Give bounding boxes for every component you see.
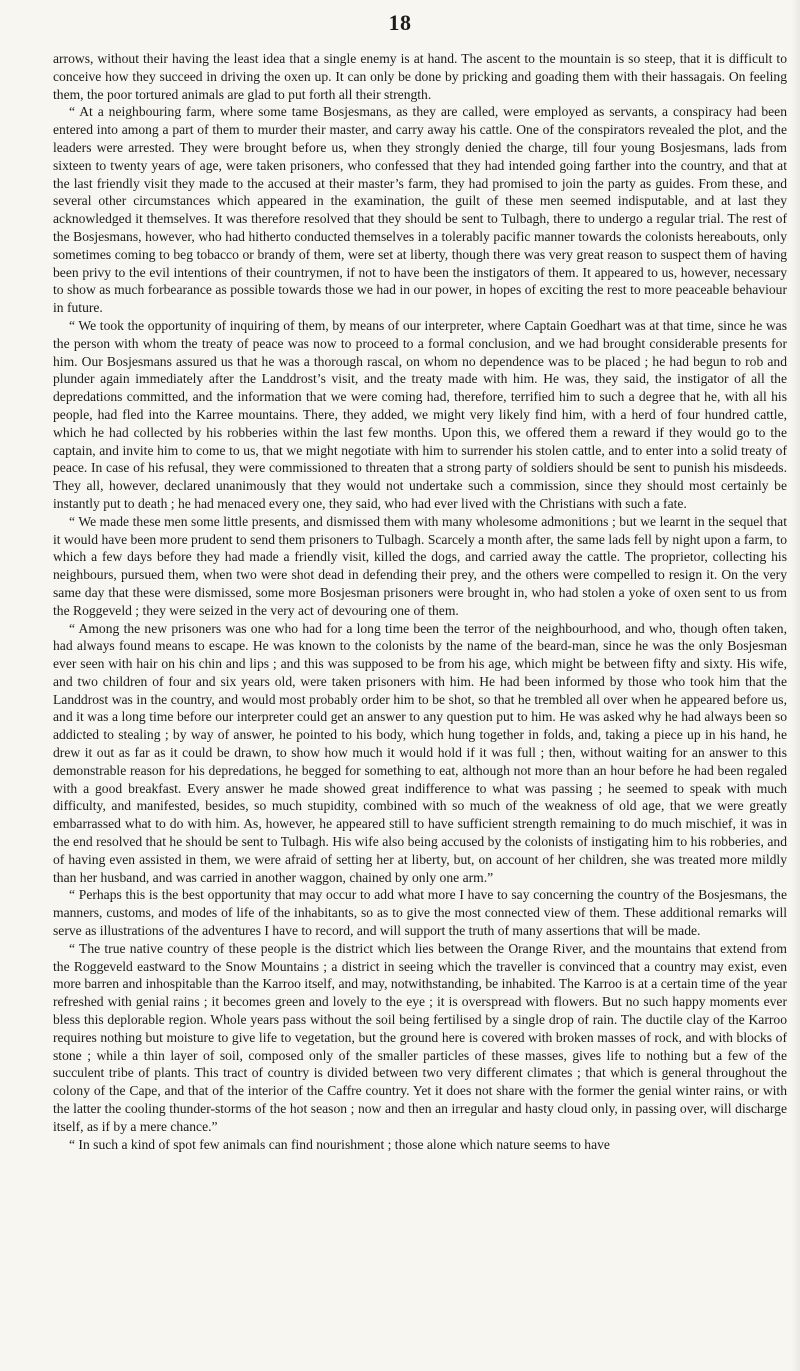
paragraph: “ In such a kind of spot few animals can find nourishment ; those alone which nature seems to have bbox=[69, 1136, 610, 1152]
paragraph: “ At a neighbouring farm, where some tame Bosjesmans, as they are called, were employed as servants, a conspiracy had been entered into among a part of them to murder their master, and carry away his cattle. One of the conspirators revealed the plot, and the leaders were arrested. They were brought before us, when they strongly denied the charge, till four young Bosjesmans, lads from sixteen to twenty years of age, were taken prisoners, who confessed that they had intended going farther into the country, and that at the last friendly visit they made to the accused at their master’s farm, they had promised to join the party as guides. From these, and several other circumstances which appeared in the examination, the guilt of these men seemed indisputable, and at last they acknowledged it themselves. It was therefore resolved that they should be sent to Tulbagh, there to undergo a regular trial. The rest of the Bosjesmans, however, who had hitherto conducted themselves in a tolerably pacific manner towards the colonists hereabouts, only sometimes coming to beg tobacco or brandy of them, were set at liberty, though there was very great reason to suspect them of having been privy to the evil intentions of their countrymen, if not to have been the instigators of them. It appeared to us, however, necessary to show as much forbearance as possible towards those we had in our power, in hopes of exciting the rest to more peaceable behaviour in future. bbox=[53, 104, 787, 316]
text-body bbox=[53, 50, 787, 1153]
page-number: 18 bbox=[388, 10, 412, 35]
paragraph: “ Among the new prisoners was one who had for a long time been the terror of the neighbourhood, and who, though often taken, had always found means to escape. He was known to the colonists by the name of the beard-man, since he was the only Bosjesman ever seen with hair on his chin and lips ; and this was supposed to be from his age, which might be between fifty and sixty. His wife, and two children of four and six years old, were taken prisoners with him. He had been informed by those who took him that the Landdrost was in the country, and would most probably order him to be shot, so that he trembled all over when he appeared before us, and it was a long time before our interpreter could get an answer to any question put to him. He was asked why he had always been so addicted to stealing ; by way of answer, he pointed to his body, which hung together in folds, and, taking a piece up in his hand, he drew it out as far as it could be drawn, to show how much it would hold if it was full ; then, without waiting for an answer to this demonstrable reason for his depredations, he begged for something to eat, although not more than an hour before he had been regaled with a good breakfast. Every answer he made showed great indifference to what was passing ; he seemed to speak with much difficulty, and manifested, besides, so much stupidity, combined with so much of the weakness of old age, that we were greatly embarrassed what to do with him. As, however, he appeared still to have sufficient strength remaining to do much mischief, it was in the end resolved that he should be sent to Tulbagh. His wife also being accused by the colonists of instigating him to his robberies, and of having even assisted in them, we were afraid of setting her at liberty, but, on account of her children, she was treated more mildly than her husband, and was carried in another waggon, chained by only one arm.” bbox=[53, 620, 787, 885]
paragraph: “ The true native country of these people is the district which lies between the Orange River, and the mountains that extend from the Roggeveld eastward to the Snow Mountains ; a district in seeing which the traveller is convinced that a country may exist, even more barren and inhospitable than the Karroo itself, and may, notwithstanding, be inhabited. The Karroo is at a certain time of the year refreshed with genial rains ; it becomes green and lovely to the eye ; it is overspread with flowers. But no such happy moments ever bless this deplorable region. Whole years pass without the soil being fertilised by a single drop of rain. The ductile clay of the Karroo requires nothing but moisture to give life to vegetation, but the ground here is covered with broken masses of rock, and with blocks of stone ; while a thin layer of soil, composed only of the smaller particles of these masses, gives life to nothing but a few of the succulent tribe of plants. This tract of country is divided between two very different climates ; that which is general throughout the colony of the Cape, and that of the interior of the Caffre country. Yet it does not share with the former the genial winter rains, or with the latter the cooling thunder-storms of the hot season ; now and then an irregular and hasty cloud only, in passing over, will discharge itself, as if by a mere chance.” bbox=[53, 940, 787, 1134]
paragraph: “ Perhaps this is the best opportunity that may occur to add what more I have to say concerning the country of the Bosjesmans, the manners, customs, and modes of life of the inhabitants, so as to give the most connected view of them. These additional remarks will serve as illustrations of the adventures I have to record, and will support the truth of many assertions that will be made. bbox=[53, 887, 787, 939]
paragraph: “ We took the opportunity of inquiring of them, by means of our interpreter, where Captain Goedhart was at that time, since he was the person with whom the treaty of peace was now to proceed to a formal conclusion, and we had brought considerable presents for him. Our Bosjesmans assured us that he was a thorough rascal, on whom no dependence was to be placed ; he had begun to rob and plunder again immediately after the Landdrost’s visit, and the treaty made with him. He was, they said, the instigator of all the depredations committed, and the information that we were coming had, therefore, terrified him to such a degree that he, with all his people, had fled into the Karree mountains. There, they added, we might very likely find him, with a herd of four hundred cattle, which he had collected by his robberies within the last few months. Upon this, we offered them a reward if they would go to the captain, and invite him to come to us, that we might negotiate with him to surrender his stolen cattle, and to enter into a solid treaty of peace. In case of his refusal, they were commissioned to threaten that a strong party of soldiers should be sent to punish his misdeeds. They all, however, declared unanimously that they would not undertake such a commission, since they should most certainly be instantly put to death ; he had menaced every one, they said, who had ever lived with the Christians with such a fate. bbox=[53, 317, 787, 511]
paragraph-continuation: arrows, without their having the least idea that a single enemy is at hand. The ascent to the mountain is so steep, that it is difficult to conceive how they succeed in driving the oxen up. It can only be done by pricking and goading them with their hassagais. On feeling them, the poor tortured animals are glad to put forth all their strength. bbox=[53, 51, 787, 102]
page-edge-shadow bbox=[791, 0, 800, 1371]
paragraph: “ We made these men some little presents, and dismissed them with many wholesome admonitions ; but we learnt in the sequel that it would have been more prudent to send them prisoners to Tulbagh. Scarcely a month after, the same lads fell by night upon a farm, to which a few days before they had made a friendly visit, killed the dogs, and carried away the cattle. The proprietor, collecting his neighbours, pursued them, when two were shot dead in defending their prey, and the others were compelled to resign it. On the very same day that these were dismissed, some more Bosjesman prisoners were brought in, who had stolen a yoke of oxen sent to us from the Roggeveld ; they were seized in the very act of devouring one of them. bbox=[53, 513, 787, 618]
